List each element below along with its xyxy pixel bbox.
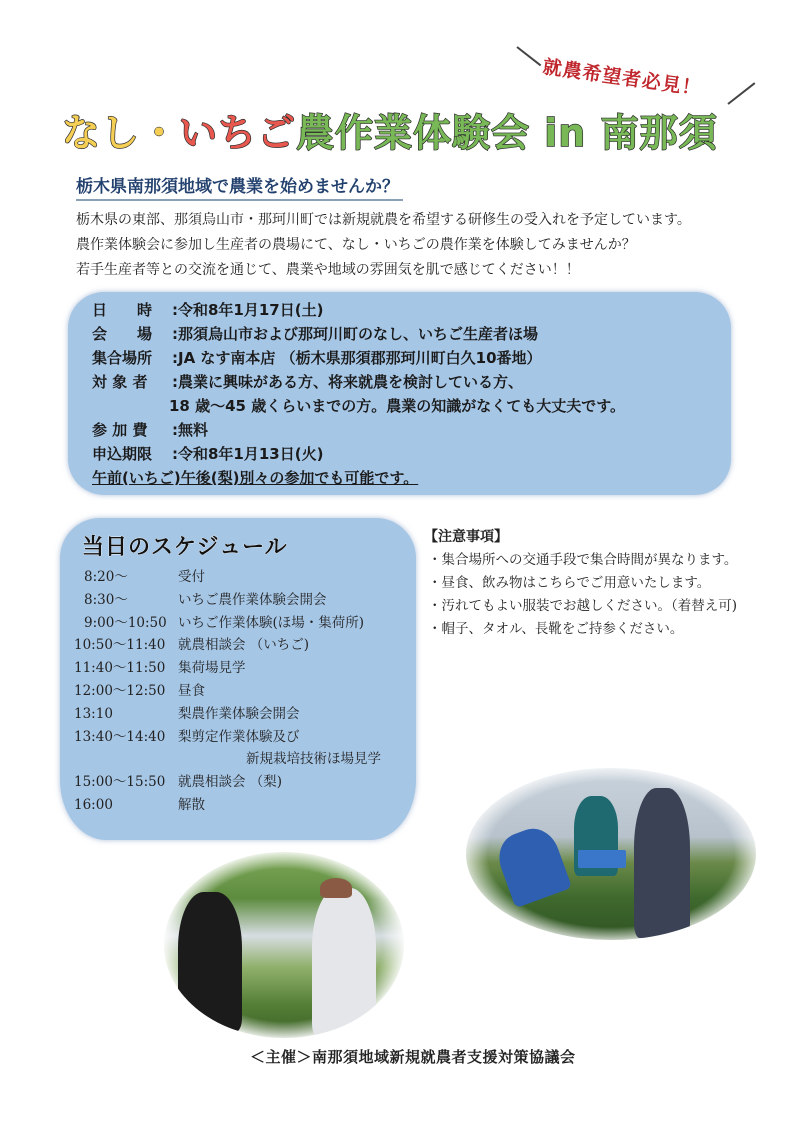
schedule-row <box>74 680 381 703</box>
info-value: 那須烏山市および那珂川町のなし、いちご生産者ほ場 <box>178 325 539 343</box>
schedule-row <box>74 634 381 657</box>
tagline: 就農希望者必見！ <box>541 55 703 101</box>
organizer-footer: ＜主催＞南那須地域新規就農者支援対策協議会 <box>250 1048 576 1066</box>
note-item: ・汚れてもよい服装でお越しください。（着替え可) <box>428 598 738 614</box>
info-value: 令和8年1月17日(土) <box>178 301 324 319</box>
info-row-deadline: 申込期限 : 令和8年1月13日(火) <box>92 442 625 466</box>
schedule-event: 解散 <box>178 796 205 813</box>
info-row-note <box>92 466 625 490</box>
title-part-ichigo: いちご <box>179 111 297 155</box>
info-value: 18 歳～45 歳くらいまでの方。農業の知識がなくても大丈夫です。 <box>169 397 625 415</box>
schedule-row <box>74 771 381 794</box>
event-info-list <box>92 298 625 490</box>
schedule-time: 15:00～15:50 <box>74 774 166 791</box>
schedule-time: 13:40～14:40 <box>74 728 166 745</box>
page-title <box>62 102 718 157</box>
info-label: 申込期限 <box>92 445 153 463</box>
schedule-list <box>74 566 381 817</box>
intro-line: 農作業体験会に参加し生産者の農場にて、なし・いちごの農作業を体験してみませんか？ <box>76 237 636 253</box>
tagline-slash-left <box>516 46 541 66</box>
note-item: ・集合場所への交通手段で集合時間が異なります。 <box>428 552 738 568</box>
info-value: 無料 <box>178 421 209 439</box>
schedule-row <box>74 612 381 635</box>
info-label: 日 時 <box>92 301 153 319</box>
schedule-row <box>74 703 381 726</box>
schedule-event: 受付 <box>178 569 205 585</box>
strawberry-greenhouse-photo <box>466 768 756 940</box>
info-value: 農業に興味がある方、将来就農を検討している方、 <box>178 373 524 391</box>
info-note: 午前(いちご)午後(梨)別々の参加でも可能です。 <box>92 469 419 487</box>
title-part-event: 農作業体験会 in 南那須 <box>296 111 718 155</box>
schedule-row <box>74 566 381 589</box>
notes-title: 【注意事項】 <box>424 529 508 545</box>
schedule-time: 8:20～ <box>84 569 128 585</box>
schedule-event: 昼食 <box>178 682 205 699</box>
schedule-event: いちご農作業体験会開会 <box>178 591 327 608</box>
pear-orchard-photo <box>164 852 404 1038</box>
schedule-event: 就農相談会 （梨) <box>178 774 283 791</box>
schedule-time: 13:10 <box>74 705 113 722</box>
info-row-venue: 会 場 : 那須烏山市および那珂川町のなし、いちご生産者ほ場 <box>92 322 625 346</box>
intro-line: 若手生産者等との交流を通じて、農業や地域の雰囲気を肌で感じてください！！ <box>76 262 580 278</box>
schedule-row <box>74 657 381 680</box>
schedule-row <box>74 726 381 749</box>
notes-section <box>424 526 738 641</box>
info-value: JA なす南本店 （栃木県那須郡那珂川町白久10番地） <box>178 349 542 367</box>
intro-paragraph <box>76 208 691 283</box>
schedule-time: 12:00～12:50 <box>74 682 166 699</box>
info-row-target-cont <box>92 394 625 418</box>
schedule-event: 集荷場見学 <box>178 660 246 677</box>
schedule-time: 16:00 <box>74 796 113 813</box>
intro-heading: 栃木県南那須地域で農業を始めませんか？ <box>76 172 403 201</box>
schedule-event: 就農相談会 （いちご) <box>178 637 310 654</box>
info-row-meeting-place: 集合場所 : JA なす南本店 （栃木県那須郡那珂川町白久10番地） <box>92 346 625 370</box>
info-row-target: 対 象 者 : 農業に興味がある方、将来就農を検討している方、 <box>92 370 625 394</box>
info-label: 集合場所 <box>92 349 153 367</box>
info-label: 参 加 費 <box>92 421 148 439</box>
schedule-time: 9:00～10:50 <box>84 614 167 631</box>
schedule-event: 梨農作業体験会開会 <box>178 705 300 722</box>
schedule-event: 新規栽培技術ほ場見学 <box>246 751 381 768</box>
schedule-row <box>74 748 381 771</box>
schedule-event: いちご作業体験(ほ場・集荷所) <box>178 614 365 631</box>
schedule-title: 当日のスケジュール <box>82 535 288 560</box>
schedule-time: 8:30～ <box>84 591 128 608</box>
intro-line: 栃木県の東部、那須烏山市・那珂川町では新規就農を希望する研修生の受入れを予定しています。 <box>76 212 691 228</box>
schedule-time: 11:40～11:50 <box>74 660 166 677</box>
info-label: 会 場 <box>92 325 153 343</box>
info-label: 対 象 者 <box>92 373 148 391</box>
tagline-slash-right <box>727 82 755 105</box>
schedule-event: 梨剪定作業体験及び <box>178 728 300 745</box>
schedule-row <box>74 794 381 817</box>
schedule-time: 10:50～11:40 <box>74 637 166 654</box>
info-row-date: 日 時 : 令和8年1月17日(土) <box>92 298 625 322</box>
info-row-fee: 参 加 費 : 無料 <box>92 418 625 442</box>
info-value: 令和8年1月13日(火) <box>178 445 324 463</box>
title-part-nashi: なし・ <box>62 111 180 155</box>
note-item: ・帽子、タオル、長靴をご持参ください。 <box>428 621 684 637</box>
note-item: ・昼食、飲み物はこちらでご用意いたします。 <box>428 575 711 591</box>
schedule-row <box>74 589 381 612</box>
